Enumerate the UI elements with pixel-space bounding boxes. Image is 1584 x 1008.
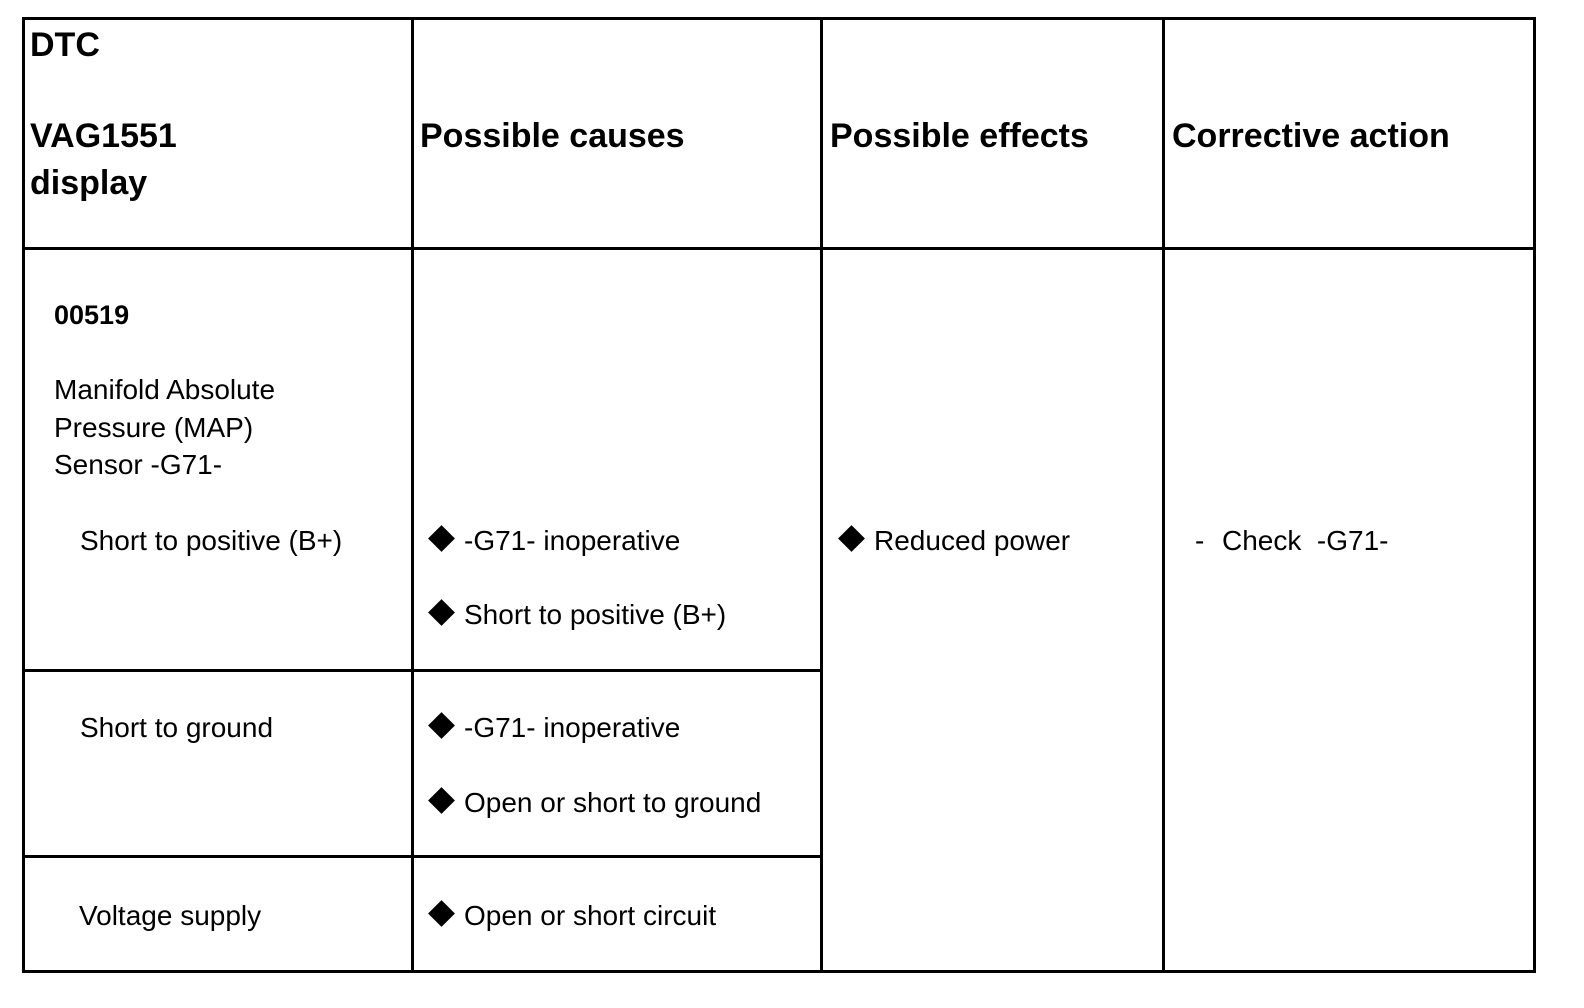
header-vag-display-line1: VAG1551 [30, 117, 177, 155]
header-dtc: DTC [30, 26, 100, 64]
fault-condition: Voltage supply [79, 900, 262, 931]
diamond-bullet-icon [428, 900, 455, 927]
corrective-action-dash: - [1195, 525, 1205, 556]
cause-text: -G71- inoperative [464, 525, 681, 556]
row-divider [22, 669, 823, 672]
fault-condition: Short to ground [80, 712, 274, 743]
diamond-bullet-icon [428, 787, 455, 814]
cause-text: Short to positive (B+) [464, 599, 727, 630]
possible-cause-item [432, 601, 726, 629]
dtc-description-line: Manifold Absolute [54, 374, 276, 405]
column-divider [411, 17, 414, 973]
fault-condition: Short to positive (B+) [80, 525, 343, 556]
dtc-code: 00519 [54, 300, 130, 330]
dtc-table [22, 17, 1536, 973]
header-divider [22, 247, 1536, 250]
cause-text: -G71- inoperative [464, 712, 681, 743]
header-possible-causes: Possible causes [420, 117, 685, 155]
header-vag-display-line2: display [30, 164, 148, 202]
column-divider [1162, 17, 1165, 973]
header-corrective-action: Corrective action [1172, 117, 1450, 155]
cause-text: Open or short to ground [464, 787, 762, 818]
dtc-description-line: Pressure (MAP) [54, 412, 254, 443]
effect-text: Reduced power [874, 525, 1071, 556]
possible-cause-item [432, 789, 761, 817]
possible-effect-item [842, 527, 1070, 555]
possible-cause-item [432, 902, 716, 930]
diamond-bullet-icon [428, 712, 455, 739]
possible-cause-item [432, 527, 680, 555]
header-possible-effects: Possible effects [830, 117, 1089, 155]
diamond-bullet-icon [428, 599, 455, 626]
diamond-bullet-icon [838, 525, 865, 552]
cause-text: Open or short circuit [464, 900, 717, 931]
possible-cause-item [432, 714, 680, 742]
column-divider [820, 17, 823, 973]
row-divider [22, 855, 823, 858]
diamond-bullet-icon [428, 525, 455, 552]
dtc-description-line: Sensor -G71- [54, 449, 223, 480]
corrective-action-text: Check -G71- [1222, 525, 1389, 556]
